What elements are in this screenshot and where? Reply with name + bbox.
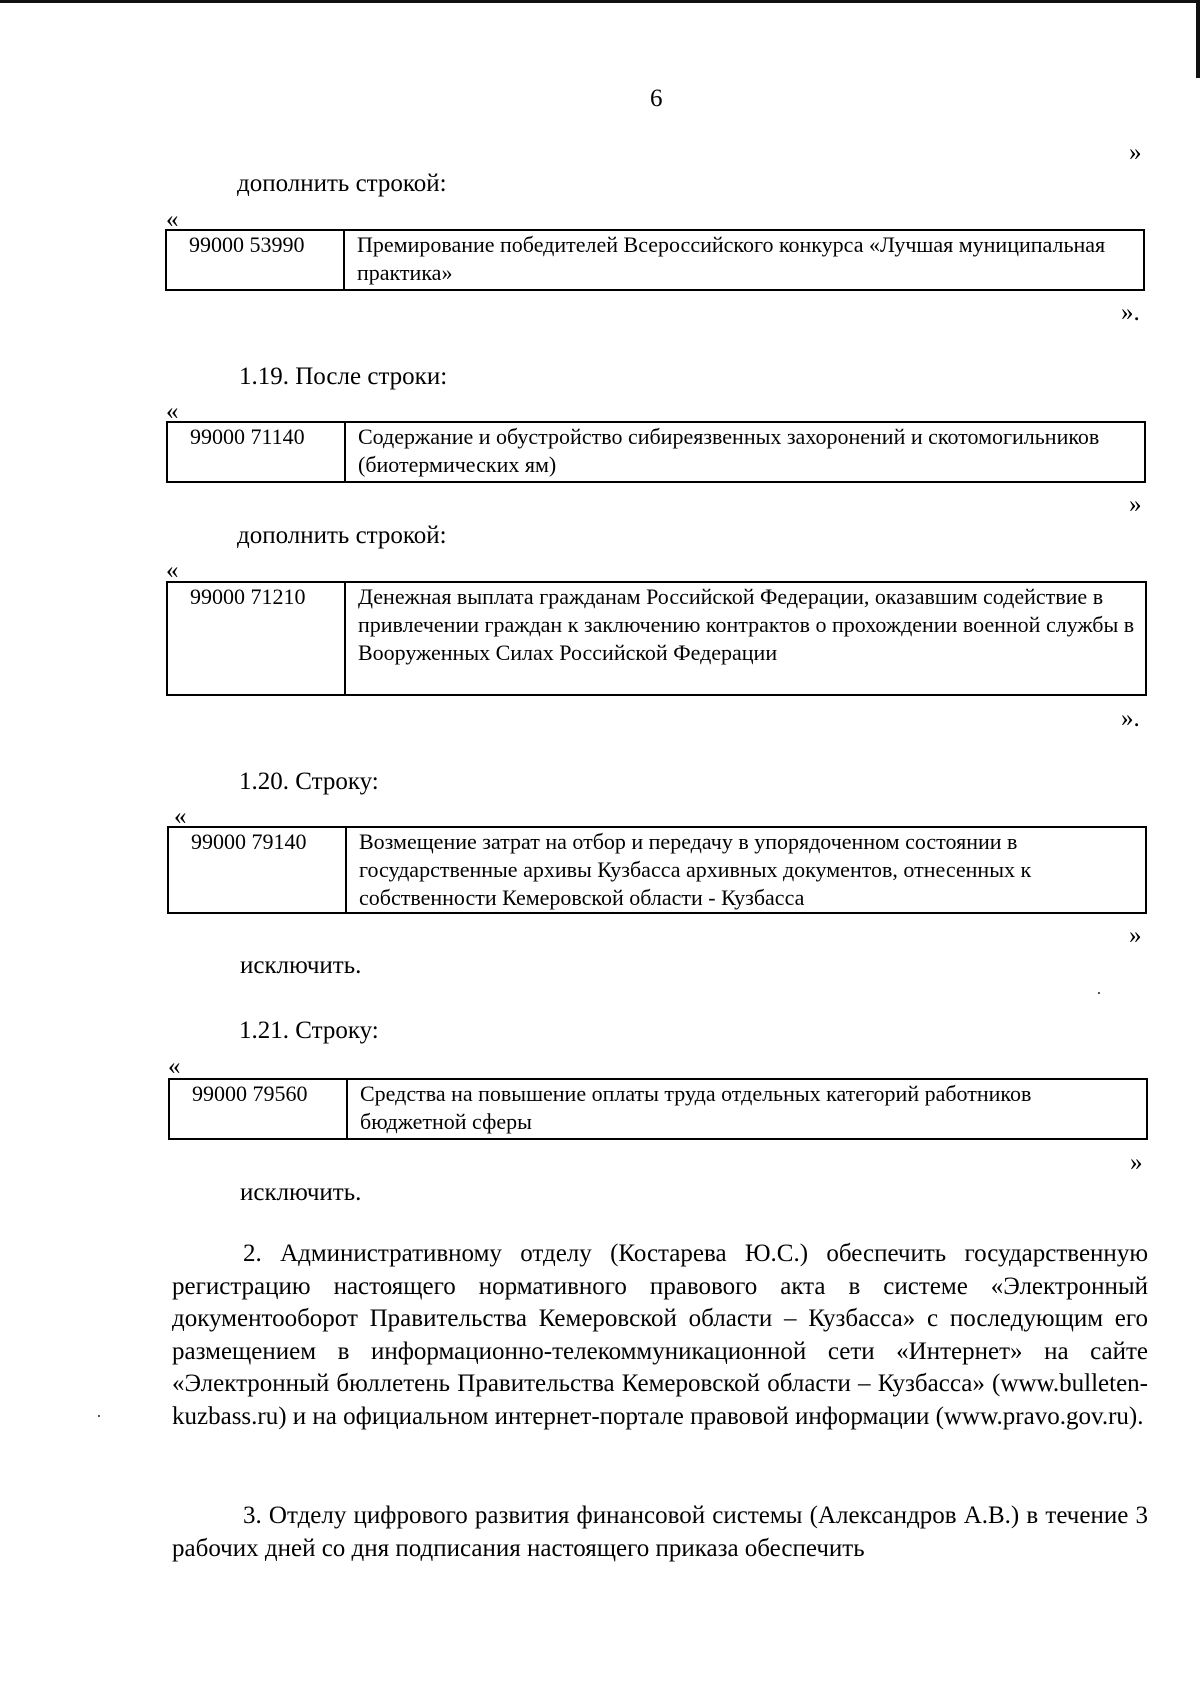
row-description: Возмещение затрат на отбор и передачу в упорядоченном состоянии в государственные архивы Кузбасса архивных документов, отнесенных к собственности Кемеровской области - Кузбасса [359,829,1032,910]
close-quote: » [1129,922,1142,949]
close-quote: ». [1121,705,1140,732]
row-description: Денежная выплата гражданам Российской Федерации, оказавшим содействие в привлечении граждан к заключению контрактов о прохождении военной службы в Вооруженных Силах Российской Федерации [358,584,1135,665]
row-description: Премирование победителей Всероссийского конкурса «Лучшая муниципальная практика» [357,232,1106,285]
page-number: 6 [650,85,663,112]
row-description: Средства на повышение оплаты труда отдельных категорий работников бюджетной сферы [360,1081,1032,1134]
row-code: 99000 79560 [170,1080,348,1138]
table-row [167,826,1147,914]
paragraph-2: 2. Административному отделу (Костарева Ю.С.) обеспечить государственную регистрацию настоящего нормативного правового акта в системе «Электронный документооборот Правительства Кемеровской области – Кузбасса» с последующим его размещением в информационно-телекоммуникационной сети «Интернет» на сайте «Электронный бюллетень Правительства Кемеровской области – Кузбасса» (www.bulleten-kuzbass.ru) и на официальном интернет-портале правовой информации (www.pravo.gov.ru). [172,1240,1148,1430]
scan-edge-top [0,0,1200,3]
row-code: 99000 71210 [168,583,346,694]
row-code: 99000 79140 [169,828,347,912]
scan-edge-right [1196,0,1200,78]
open-quote: « [174,803,187,830]
open-quote: « [166,398,179,425]
action-text: исключить. [240,1179,362,1206]
section-heading: 1.19. После строки: [239,363,448,390]
table-row [168,1078,1148,1140]
close-quote: » [1129,491,1142,518]
close-quote: » [1130,1149,1143,1176]
row-code: 99000 71140 [168,423,346,481]
action-text: исключить. [240,952,362,979]
section-heading: 1.21. Строку: [239,1017,379,1044]
table-row [165,229,1145,291]
close-quote: » [1129,139,1142,166]
scan-speck [98,1415,100,1417]
close-quote: ». [1121,299,1140,326]
section-heading: дополнить строкой: [237,522,447,549]
scan-speck [1098,992,1100,994]
open-quote: « [166,206,179,233]
section-heading: 1.20. Строку: [239,768,379,795]
paragraph-3: 3. Отделу цифрового развития финансовой системы (Александров А.В.) в течение 3 рабочих дней со дня подписания настоящего приказа обеспечить [172,1502,1148,1562]
row-code: 99000 53990 [167,231,345,289]
open-quote: « [168,1053,181,1080]
section-heading: дополнить строкой: [237,170,447,197]
table-row [166,421,1146,483]
open-quote: « [166,557,179,584]
row-description: Содержание и обустройство сибиреязвенных захоронений и скотомогильников (биотермических ям) [358,424,1100,477]
table-row [166,581,1147,696]
